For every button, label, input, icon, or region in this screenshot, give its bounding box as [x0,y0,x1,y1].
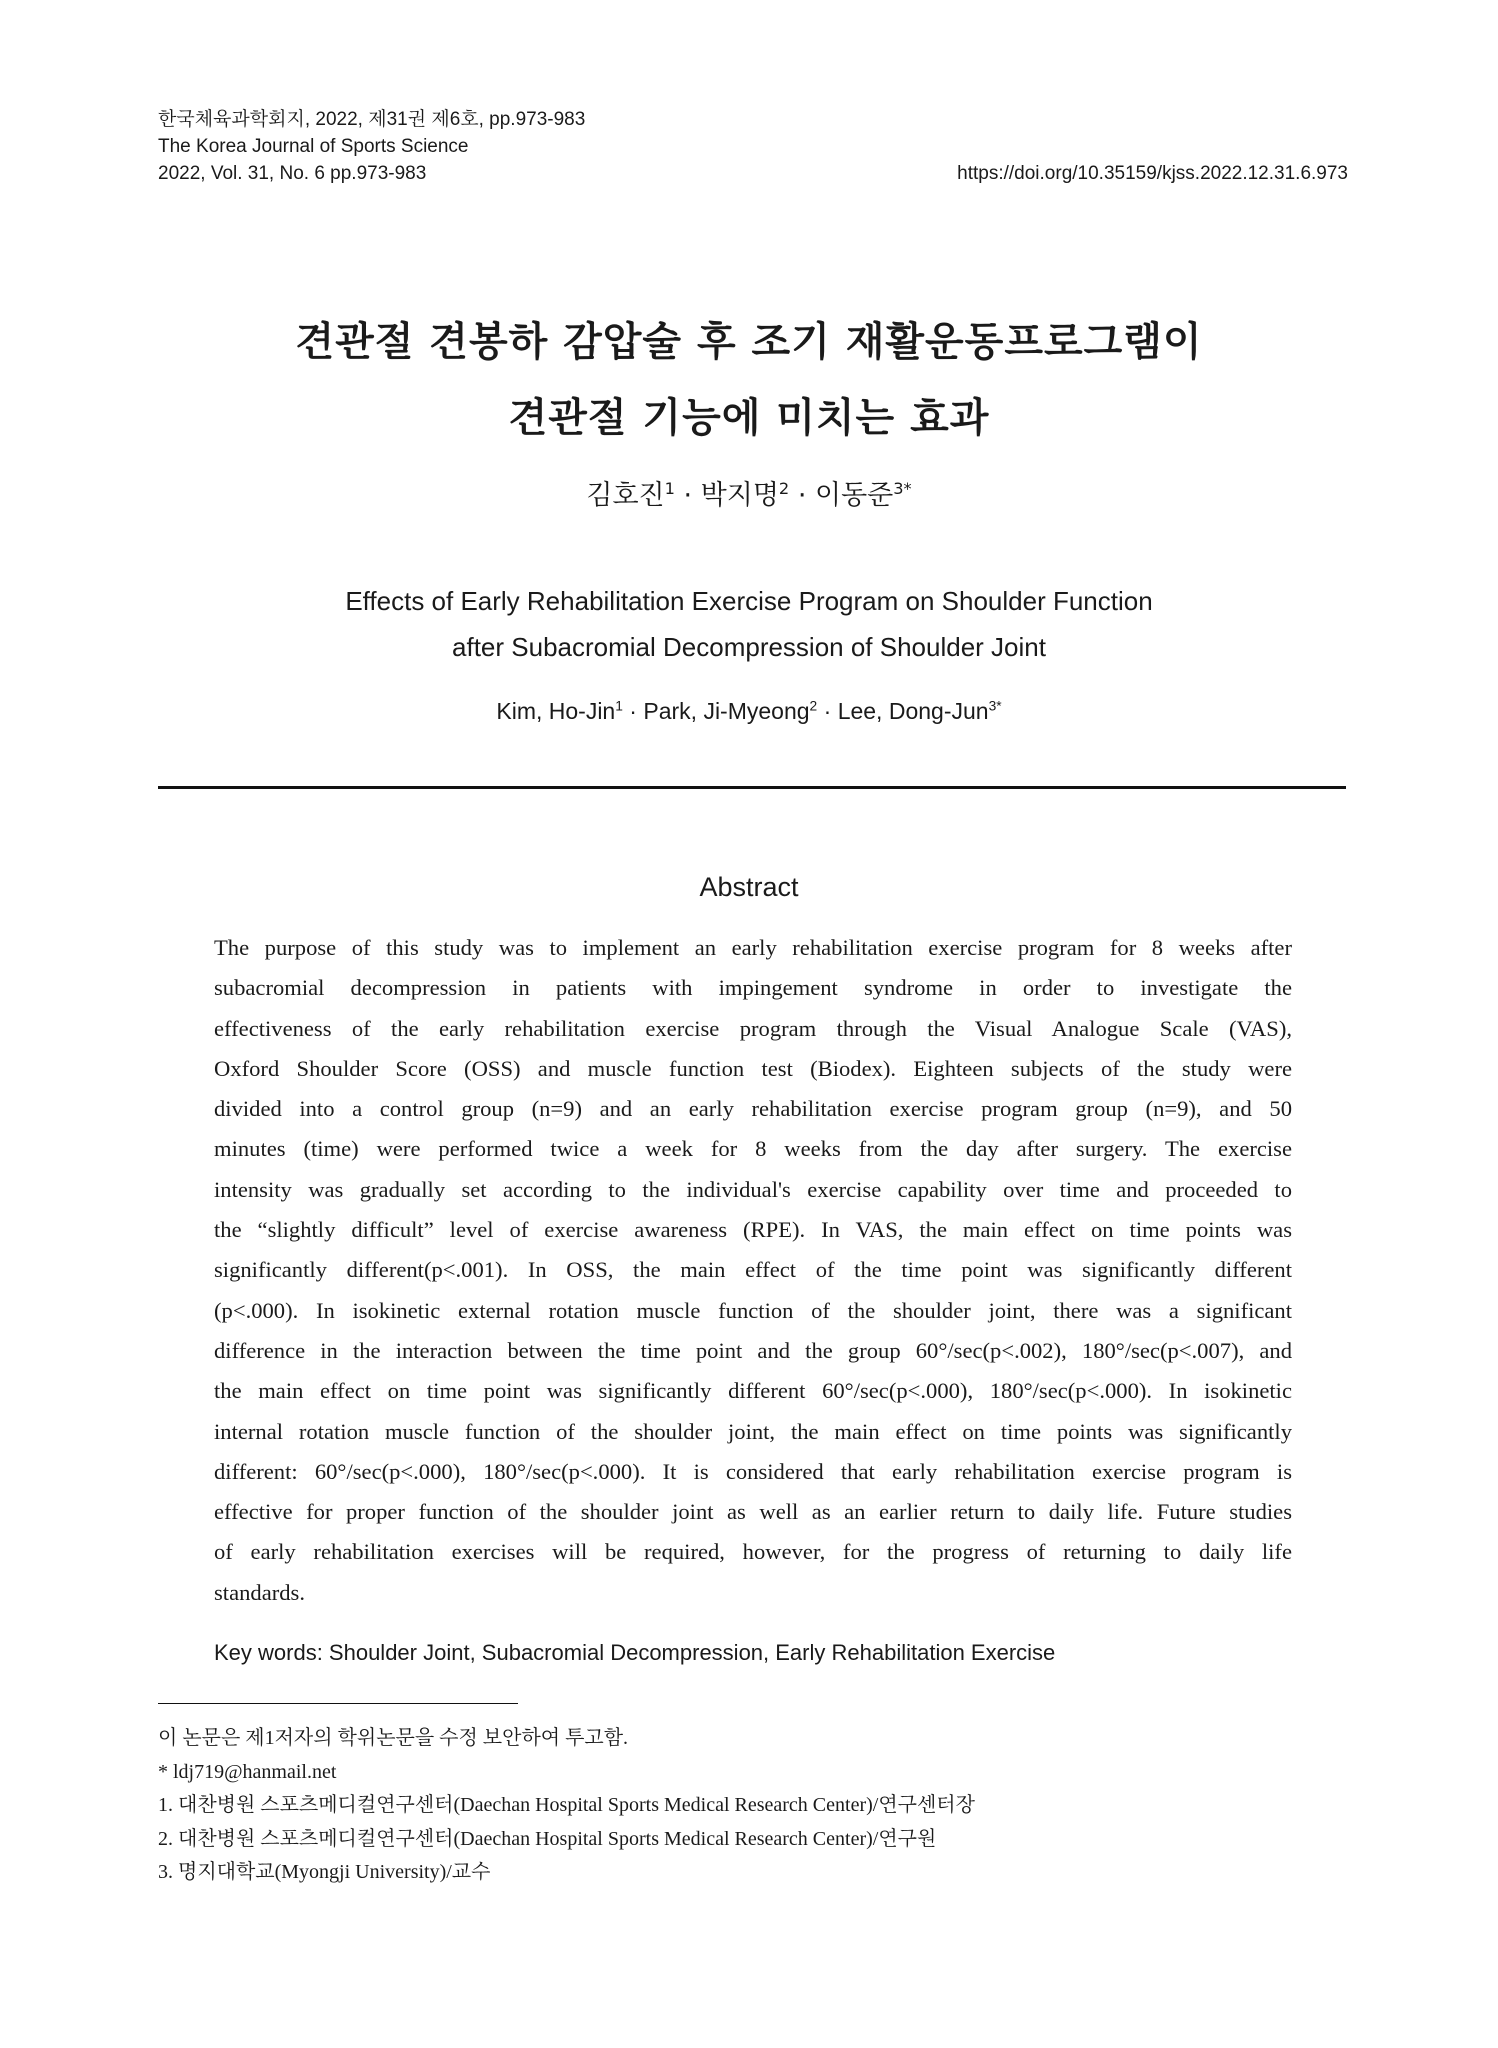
title-korean-line-2: 견관절 기능에 미치는 효과 [508,395,990,441]
author-affiliation-mark: 1 [664,479,675,498]
author-affiliation-mark: 2 [809,698,818,714]
title-english [0,578,1498,670]
author-korean-name: 이동준 [814,480,894,511]
abstract-line: The purpose of this study was to implement an early rehabilitation exercise program for 8 weeks after [214,935,1292,960]
keywords: Key words: Shoulder Joint, Subacromial Decompression, Early Rehabilitation Exercise [214,1640,1056,1665]
doi-link[interactable]: https://doi.org/10.35159/kjss.2022.12.31.6.973 [957,163,1348,184]
abstract-line: of early rehabilitation exercises will be required, however, for the progress of returning to daily life [214,1539,1292,1565]
footnote-item: 3. 명지대학교(Myongji University)/교수 [158,1861,491,1883]
footnote-item: 1. 대찬병원 스포츠메디컬연구센터(Daechan Hospital Sports Medical Research Center)/연구센터장 [158,1794,975,1816]
abstract-line: minutes (time) were performed twice a week for 8 weeks from the day after surgery. The exercise [214,1136,1292,1162]
author-affiliation-mark: 3* [988,698,1002,714]
abstract-line: Oxford Shoulder Score (OSS) and muscle function test (Biodex). Eighteen subjects of the study were [214,1055,1292,1081]
title-english-line-2: after Subacromial Decompression of Shoulder Joint [452,632,1046,662]
author-separator: · [789,480,815,511]
journal-citation-korean: 한국체육과학회지, 2022, 제31권 제6호, pp.973-983 [158,109,586,130]
abstract-line: effective for proper function of the shoulder joint as well as an earlier return to daily life. Future studies [214,1499,1292,1525]
author-english-name: Lee, Dong-Jun [837,698,989,724]
title-korean-line-1: 견관절 견봉하 감압술 후 조기 재활운동프로그램이 [295,319,1203,365]
authors-korean [0,473,1498,512]
footnote-item: 2. 대찬병원 스포츠메디컬연구센터(Daechan Hospital Sports Medical Research Center)/연구원 [158,1827,937,1850]
abstract-heading: Abstract [699,872,799,902]
author-korean-name: 박지명 [700,480,779,511]
author-separator: · [622,698,644,724]
journal-name-english: The Korea Journal of Sports Science [158,136,469,157]
abstract-body [214,928,1292,1613]
title-korean [0,304,1498,456]
header-divider [158,786,1346,789]
author-english-name: Park, Ji-Myeong [643,698,810,724]
author-affiliation-mark: 3* [893,479,912,498]
footnotes [158,1722,1358,1890]
author-korean-name: 김호진 [586,480,665,511]
author-affiliation-mark: 1 [615,698,623,714]
footnote-item[interactable]: * ldj719@hanmail.net [158,1760,337,1783]
abstract-line: the “slightly difficult” level of exercise awareness (RPE). In VAS, the main effect on time points was [214,1217,1292,1243]
abstract-line: difference in the interaction between the time point and the group 60°/sec(p<.002), 180°/sec(p<.007), and [214,1337,1292,1363]
authors-english [0,698,1498,725]
author-separator: · [674,480,701,511]
abstract-line: standards. [214,1579,305,1605]
abstract-line: subacromial decompression in patients with impingement syndrome in order to investigate the [214,975,1292,1001]
abstract-line: divided into a control group (n=9) and an early rehabilitation exercise program group (n=9), and 50 [214,1096,1292,1122]
running-header [158,106,1348,187]
journal-citation-english: 2022, Vol. 31, No. 6 pp.973-983 [158,163,427,184]
abstract-line: internal rotation muscle function of the shoulder joint, the main effect on time points was significantly [214,1418,1292,1444]
author-affiliation-mark: 2 [778,479,790,498]
abstract-line: different: 60°/sec(p<.000), 180°/sec(p<.000). It is considered that early rehabilitation exercise program is [214,1458,1292,1484]
abstract-line: effectiveness of the early rehabilitation exercise program through the Visual Analogue Scale (VAS), [214,1015,1292,1041]
abstract-line: intensity was gradually set according to the individual's exercise capability over time and proceeded to [214,1176,1292,1202]
author-english-name: Kim, Ho-Jin [496,698,616,724]
abstract-line: (p<.000). In isokinetic external rotation muscle function of the shoulder joint, there was a significant [214,1297,1292,1323]
abstract-line: the main effect on time point was significantly different 60°/sec(p<.000), 180°/sec(p<.000). In isokinetic [214,1378,1292,1404]
title-english-line-1: Effects of Early Rehabilitation Exercise Program on Shoulder Function [345,586,1153,616]
author-separator: · [817,698,838,724]
abstract-line: significantly different(p<.001). In OSS, the main effect of the time point was significantly different [214,1257,1292,1283]
footnote-item: 이 논문은 제1저자의 학위논문을 수정 보안하여 투고함. [158,1727,629,1749]
footnote-divider [158,1703,518,1704]
